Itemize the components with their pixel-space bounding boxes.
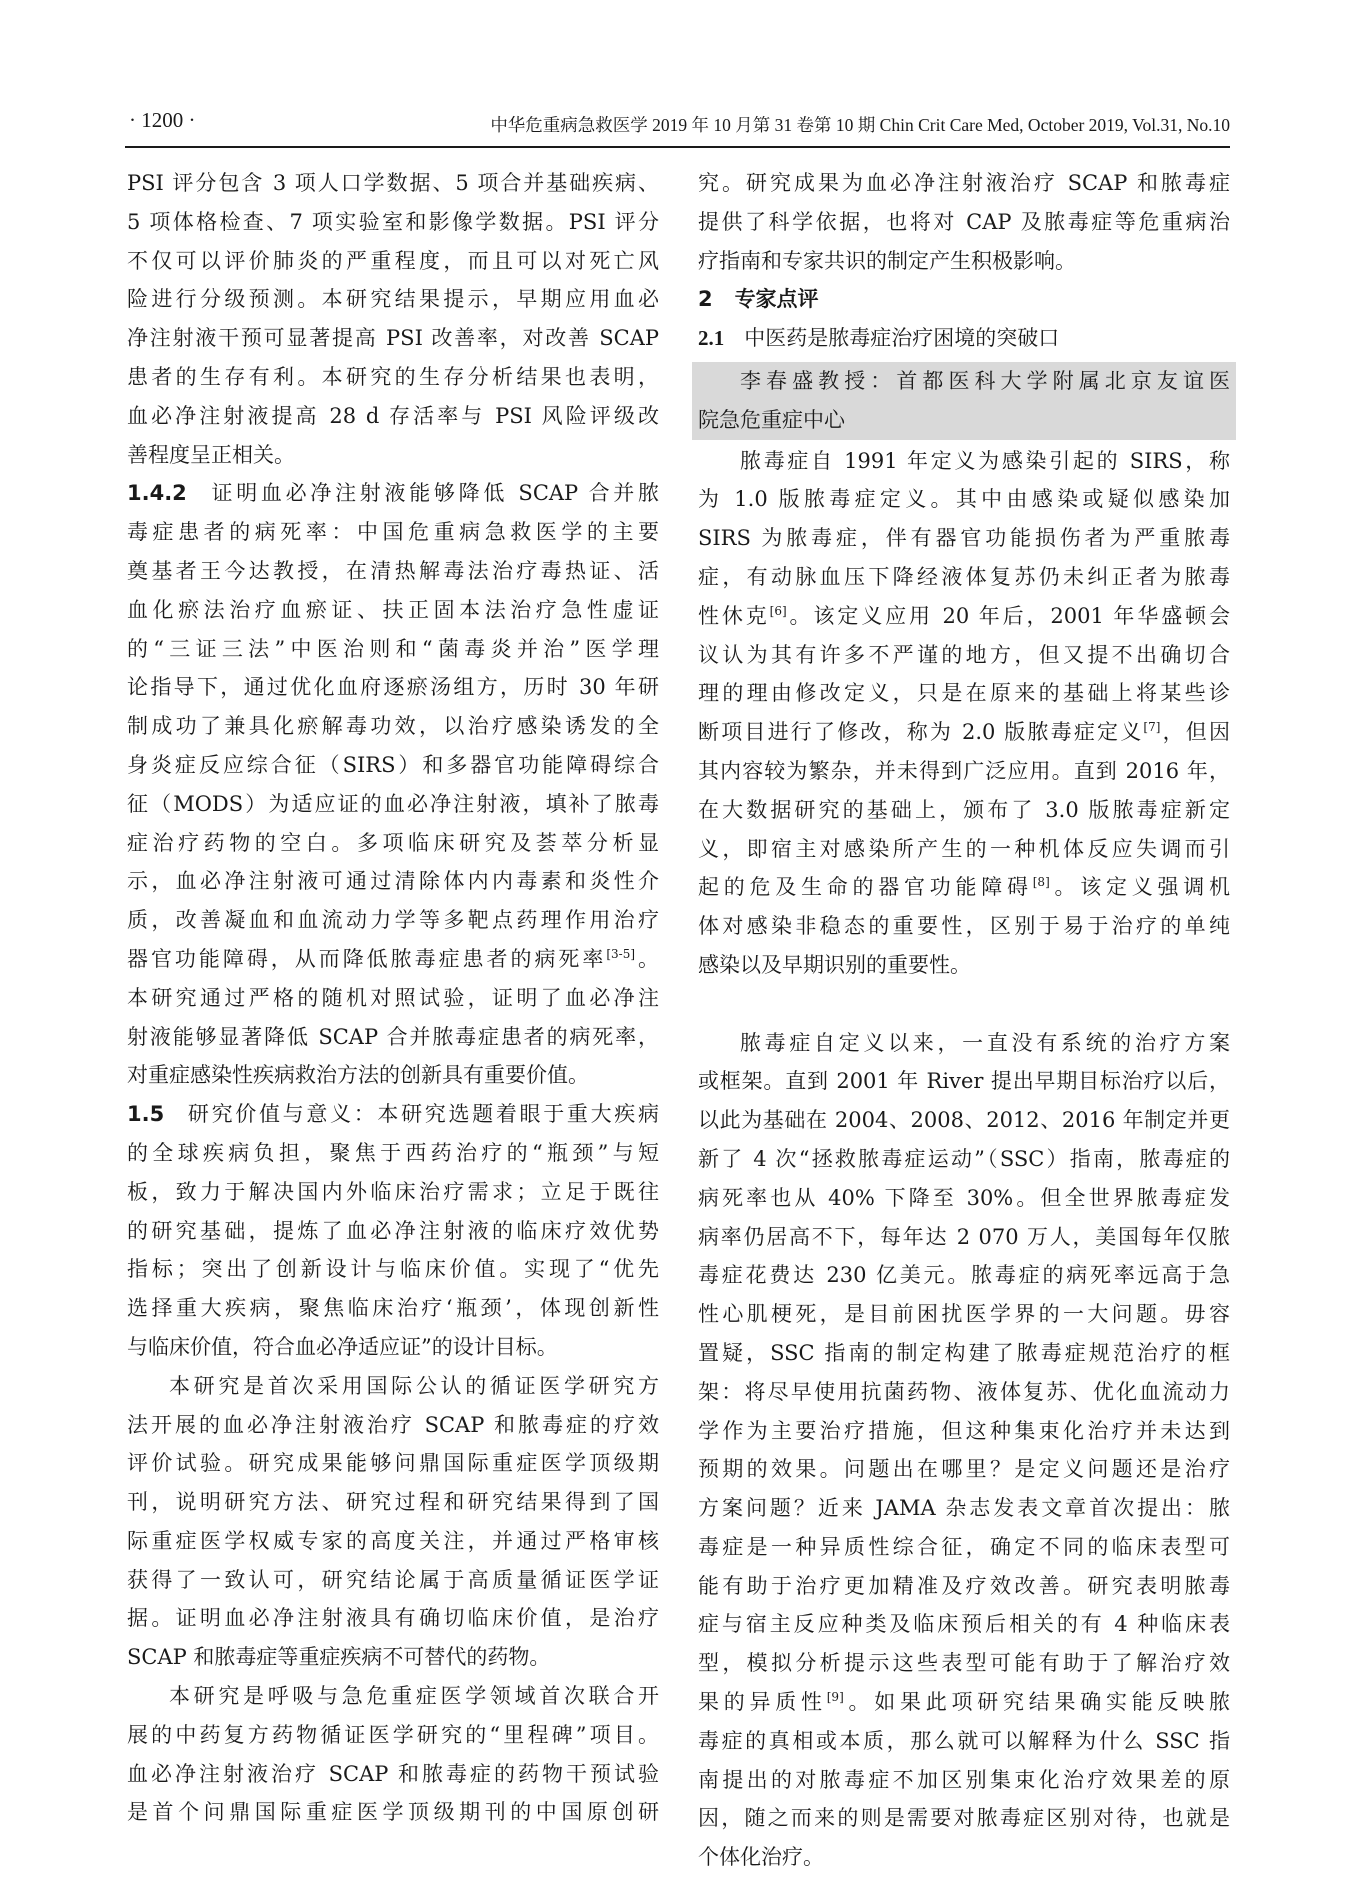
text-line — [127, 436, 659, 475]
line-text: 置疑，SSC 指南的制定构建了脓毒症规范治疗的框 — [698, 1340, 1230, 1365]
text-line — [698, 985, 1230, 1024]
text-line — [127, 901, 659, 940]
line-text: 学作为主要治疗措施，但这种集束化治疗并未达到 — [698, 1418, 1230, 1443]
text-line — [127, 397, 659, 436]
text-line — [698, 674, 1230, 713]
text-line — [127, 319, 659, 358]
line-text: 征（MODS）为适应证的血必净注射液，填补了脓毒 — [127, 791, 659, 816]
text-line — [698, 1838, 1230, 1877]
line-text: 病死率也从 40% 下降至 30%。但全世界脓毒症发 — [698, 1185, 1230, 1210]
line-text: 或框架。直到 2001 年 River 提出早期目标治疗以后， — [698, 1069, 1230, 1094]
text-line — [127, 979, 659, 1018]
section-title: 专家点评 — [734, 287, 819, 312]
line-text: 感染以及早期识别的重要性。 — [698, 952, 971, 977]
line-text: 证明血必净注射液能够降低 SCAP 合并脓 — [207, 481, 659, 506]
line-text: 型，模拟分析提示这些表型可能有助于了解治疗效 — [698, 1651, 1230, 1676]
line-text: 本研究通过严格的随机对照试验，证明了血必净注 — [127, 985, 659, 1010]
text-line — [127, 552, 659, 591]
line-text: 不仅可以评价肺炎的严重程度，而且可以对死亡风 — [127, 248, 659, 273]
line-text-tail: 。 — [635, 946, 659, 971]
line-text: 与临床价值，符合血必净适应证”的设计目标。 — [127, 1334, 558, 1359]
line-text: 议认为其有许多不严谨的地方，但又提不出确切合 — [698, 642, 1230, 667]
line-text: PSI 评分包含 3 项人口学数据、5 项合并基础疾病、 — [127, 171, 659, 195]
text-line — [698, 558, 1230, 597]
line-text: 毒症是一种异质性综合征，确定不同的临床表型可 — [698, 1534, 1230, 1559]
line-text: 血必净注射液提高 28 d 存活率与 PSI 风险评级改 — [127, 403, 659, 428]
line-text-tail: 。如果此项研究结果确实能反映脓 — [843, 1690, 1230, 1715]
line-text: 据。证明血必净注射液具有确切临床价值，是治疗 — [127, 1606, 659, 1631]
line-text: SIRS 为脓毒症，伴有器官功能损伤者为严重脓毒 — [698, 526, 1230, 551]
text-line — [127, 242, 659, 281]
citation-ref: [6] — [769, 603, 787, 618]
line-text: 在大数据研究的基础上，颁布了 3.0 版脓毒症新定 — [698, 797, 1230, 822]
text-line — [127, 862, 659, 901]
citation-ref: [8] — [1032, 875, 1050, 890]
line-text: 架：将尽早使用抗菌药物、液体复苏、优化血流动力 — [698, 1379, 1230, 1404]
text-line — [127, 1328, 659, 1367]
line-text: 毒症患者的病死率：中国危重病急救医学的主要 — [127, 520, 659, 545]
line-text: 获得了一致认可，研究结论属于高质量循证医学证 — [127, 1567, 659, 1592]
section-label: 1.4.2 — [127, 481, 187, 506]
line-text: 能有助于治疗更加精准及疗效改善。研究表明脓毒 — [698, 1573, 1230, 1598]
left-column — [127, 164, 659, 1832]
text-line — [127, 203, 659, 242]
text-line — [127, 1444, 659, 1483]
subsection-number: 2.1 — [698, 326, 725, 351]
line-text: 是首个问鼎国际重症医学顶级期刊的中国原创研 — [127, 1800, 659, 1825]
line-text: 射液能够显著降低 SCAP 合并脓毒症患者的病死率， — [127, 1024, 659, 1049]
section-2-1-heading — [698, 319, 1230, 358]
line-text: 理的理由修改定义，只是在原来的基础上将某些诊 — [698, 681, 1230, 706]
expert-highlight-box — [692, 362, 1236, 440]
text-line — [698, 1799, 1230, 1838]
text-line — [698, 1101, 1230, 1140]
text-line — [127, 513, 659, 552]
text-line — [127, 630, 659, 669]
text-line — [698, 868, 1230, 907]
line-text: 个体化治疗。 — [698, 1845, 824, 1870]
text-line — [127, 1755, 659, 1794]
text-line — [698, 1218, 1230, 1257]
text-line — [698, 1334, 1230, 1373]
line-text: 方案问题？近来 JAMA 杂志发表文章首次提出：脓 — [698, 1496, 1230, 1521]
text-line — [698, 1140, 1230, 1179]
text-line — [127, 1095, 659, 1134]
line-text: 研究价值与意义：本研究选题着眼于重大疾病 — [185, 1102, 659, 1127]
line-text: 因，随之而来的则是需要对脓毒症区别对待，也就是 — [698, 1806, 1230, 1831]
line-text: 南提出的对脓毒症不加区别集束化治疗效果差的原 — [698, 1767, 1230, 1792]
line-text: 症与宿主反应种类及临床预后相关的有 4 种临床表 — [698, 1612, 1230, 1637]
line-text: 对重症感染性疾病救治方法的创新具有重要价值。 — [127, 1063, 589, 1088]
text-line — [698, 1373, 1230, 1412]
line-text: 性休克 — [698, 603, 770, 628]
text-line — [127, 1638, 659, 1677]
line-text: 血化瘀法治疗血瘀证、扶正固本法治疗急性虚证 — [127, 597, 659, 622]
citation-ref: [9] — [826, 1690, 844, 1705]
text-line — [127, 1483, 659, 1522]
line-text: 其内容较为繁杂，并未得到广泛应用。直到 2016 年， — [698, 758, 1230, 783]
citation-ref: [7] — [1143, 720, 1161, 735]
text-line — [127, 1793, 659, 1832]
text-line — [698, 242, 1230, 281]
line-text: SCAP 和脓毒症等重症疾病不可替代的药物。 — [127, 1645, 551, 1670]
text-line — [127, 1056, 659, 1095]
expert-commentary-body — [698, 442, 1230, 1877]
line-text: 脓毒症自定义以来，一直没有系统的治疗方案 — [740, 1030, 1230, 1055]
page-number: · 1200 · — [129, 108, 196, 132]
line-text: 评价试验。研究成果能够问鼎国际重症医学顶级期 — [127, 1451, 659, 1476]
line-text: 善程度呈正相关。 — [127, 442, 295, 467]
text-line — [127, 1018, 659, 1057]
text-line — [127, 1716, 659, 1755]
line-text: 指标；突出了创新设计与临床价值。实现了“优先 — [127, 1257, 659, 1282]
text-line — [127, 474, 659, 513]
line-text: 预期的效果。问题出在哪里？是定义问题还是治疗 — [698, 1457, 1230, 1482]
line-text: 患者的生存有利。本研究的生存分析结果也表明， — [127, 364, 659, 389]
text-line — [127, 707, 659, 746]
line-text: 板，致力于解决国内外临床治疗需求；立足于既往 — [127, 1179, 659, 1204]
line-text: 果的异质性 — [698, 1690, 827, 1715]
text-line — [698, 442, 1230, 481]
text-line — [698, 1761, 1230, 1800]
line-text: 法开展的血必净注射液治疗 SCAP 和脓毒症的疗效 — [127, 1412, 659, 1437]
line-text: 病率仍居高不下，每年达 2 070 万人，美国每年仅脓 — [698, 1224, 1230, 1249]
text-line — [698, 830, 1230, 869]
text-line — [127, 164, 659, 203]
text-line — [698, 519, 1230, 558]
line-text: 论指导下，通过优化血府逐瘀汤组方，历时 30 年研 — [127, 675, 659, 700]
line-text-tail: 。该定义强调机 — [1049, 875, 1230, 900]
line-text: 症治疗药物的空白。多项临床研究及荟萃分析显 — [127, 830, 659, 855]
text-line — [698, 1489, 1230, 1528]
line-text-tail: 。该定义应用 20 年后，2001 年华盛顿会 — [786, 603, 1230, 628]
text-line — [698, 203, 1230, 242]
text-line — [698, 1644, 1230, 1683]
line-text: 血必净注射液治疗 SCAP 和脓毒症的药物干预试验 — [127, 1761, 659, 1786]
line-text: 以此为基础在 2004、2008、2012、2016 年制定并更 — [698, 1108, 1230, 1133]
text-line — [698, 1179, 1230, 1218]
text-line — [698, 713, 1230, 752]
text-line — [127, 1289, 659, 1328]
page-header — [125, 102, 1230, 148]
text-line — [127, 940, 659, 979]
subsection-title: 中医药是脓毒症治疗困境的突破口 — [744, 326, 1060, 351]
text-line — [127, 1173, 659, 1212]
line-text: 提供了科学依据，也将对 CAP 及脓毒症等危重病治 — [698, 209, 1230, 234]
text-line — [698, 480, 1230, 519]
text-line — [127, 1212, 659, 1251]
text-line — [698, 1528, 1230, 1567]
line-text: 示，血必净注射液可通过清除体内内毒素和炎性介 — [127, 869, 659, 894]
line-text: 究。研究成果为血必净注射液治疗 SCAP 和脓毒症 — [698, 171, 1230, 195]
journal-running-head: 中华危重病急救医学 2019 年 10 月第 31 卷第 10 期 Chin Crit Care Med, October 2019, Vol.31, No.10 — [490, 115, 1230, 135]
text-line — [127, 785, 659, 824]
text-line — [127, 1406, 659, 1445]
text-line — [698, 1412, 1230, 1451]
text-line — [127, 668, 659, 707]
text-line — [698, 636, 1230, 675]
text-line — [127, 280, 659, 319]
line-text: 险进行分级预测。本研究结果提示，早期应用血必 — [127, 287, 659, 312]
right-column — [698, 164, 1230, 1877]
line-text: 义，即宿主对感染所产生的一种机体反应失调而引 — [698, 836, 1230, 861]
line-text: 际重症医学权威专家的高度关注，并通过严格审核 — [127, 1528, 659, 1553]
text-line — [127, 1677, 659, 1716]
line-text: 毒症花费达 230 亿美元。脓毒症的病死率远高于急 — [698, 1263, 1230, 1288]
section-number: 2 — [698, 287, 713, 312]
line-text: 质，改善凝血和血流动力学等多靶点药理作用治疗 — [127, 908, 659, 933]
line-text: 的研究基础，提炼了血必净注射液的临床疗效优势 — [127, 1218, 659, 1243]
line-text: 刊，说明研究方法、研究过程和研究结果得到了国 — [127, 1490, 659, 1515]
text-line — [127, 1134, 659, 1173]
line-text: 5 项体格检查、7 项实验室和影像学数据。PSI 评分 — [127, 209, 659, 234]
text-line — [698, 1683, 1230, 1722]
text-line — [127, 1599, 659, 1638]
line-text: 器官功能障碍，从而降低脓毒症患者的病死率 — [127, 946, 607, 971]
text-line — [127, 746, 659, 785]
text-line — [127, 1522, 659, 1561]
line-text: 净注射液干预可显著提高 PSI 改善率，对改善 SCAP — [127, 326, 659, 351]
text-line — [698, 752, 1230, 791]
expert-name-affiliation: 李春盛教授：首都医科大学附属北京友谊医 — [740, 368, 1230, 393]
text-line — [127, 1367, 659, 1406]
text-line — [698, 791, 1230, 830]
text-line — [698, 164, 1230, 203]
line-text: 的“三证三法”中医治则和“菌毒炎并治”医学理 — [127, 636, 659, 661]
line-text: 选择重大疾病，聚焦临床治疗‘瓶颈’，体现创新性 — [127, 1296, 659, 1321]
text-line — [127, 591, 659, 630]
text-line — [698, 1450, 1230, 1489]
line-text: 本研究是首次采用国际公认的循证医学研究方 — [169, 1373, 659, 1398]
line-text: 体对感染非稳态的重要性，区别于易于治疗的单纯 — [698, 914, 1230, 939]
text-line — [698, 1256, 1230, 1295]
line-text: 起的危及生命的器官功能障碍 — [698, 875, 1033, 900]
line-text-tail: ，但因 — [1160, 720, 1230, 745]
line-text: 展的中药复方药物循证医学研究的“里程碑”项目。 — [127, 1722, 659, 1747]
section-2-heading — [698, 280, 1230, 319]
line-text: 奠基者王今达教授，在清热解毒法治疗毒热证、活 — [127, 558, 659, 583]
text-line — [698, 597, 1230, 636]
text-line — [698, 1024, 1230, 1063]
text-line — [698, 946, 1230, 985]
line-text: 症，有动脉血压下降经液体复苏仍未纠正者为脓毒 — [698, 564, 1230, 589]
text-line — [698, 1605, 1230, 1644]
section-label: 1.5 — [127, 1102, 165, 1127]
text-line — [127, 824, 659, 863]
line-text: 性心肌梗死，是目前困扰医学界的一大问题。毋容 — [698, 1302, 1230, 1327]
line-text: 毒症的真相或本质，那么就可以解释为什么 SSC 指 — [698, 1728, 1230, 1753]
line-text: 新了 4 次“拯救脓毒症运动”（SSC）指南，脓毒症的 — [698, 1146, 1230, 1171]
line-text: 断项目进行了修改，称为 2.0 版脓毒症定义 — [698, 720, 1144, 745]
text-line — [698, 1722, 1230, 1761]
text-line — [698, 907, 1230, 946]
line-text: 为 1.0 版脓毒症定义。其中由感染或疑似感染加 — [698, 487, 1230, 512]
right-column-continuation — [698, 164, 1230, 280]
line-text: 的全球疾病负担，聚焦于西药治疗的“瓶颈”与短 — [127, 1140, 659, 1165]
line-text: 脓毒症自 1991 年定义为感染引起的 SIRS，称 — [740, 448, 1230, 473]
text-line — [127, 1561, 659, 1600]
line-text: 疗指南和专家共识的制定产生积极影响。 — [698, 248, 1076, 273]
text-line — [698, 1062, 1230, 1101]
text-line — [698, 1567, 1230, 1606]
line-text: 制成功了兼具化瘀解毒功效，以治疗感染诱发的全 — [127, 714, 659, 739]
text-line — [127, 1250, 659, 1289]
text-line — [127, 358, 659, 397]
citation-ref: [3-5] — [606, 946, 636, 961]
text-line — [698, 1295, 1230, 1334]
line-text: 本研究是呼吸与急危重症医学领域首次联合开 — [169, 1684, 659, 1709]
expert-affiliation-cont: 院急危重症中心 — [698, 407, 845, 432]
line-text: 身炎症反应综合征（SIRS）和多器官功能障碍综合 — [127, 752, 659, 777]
